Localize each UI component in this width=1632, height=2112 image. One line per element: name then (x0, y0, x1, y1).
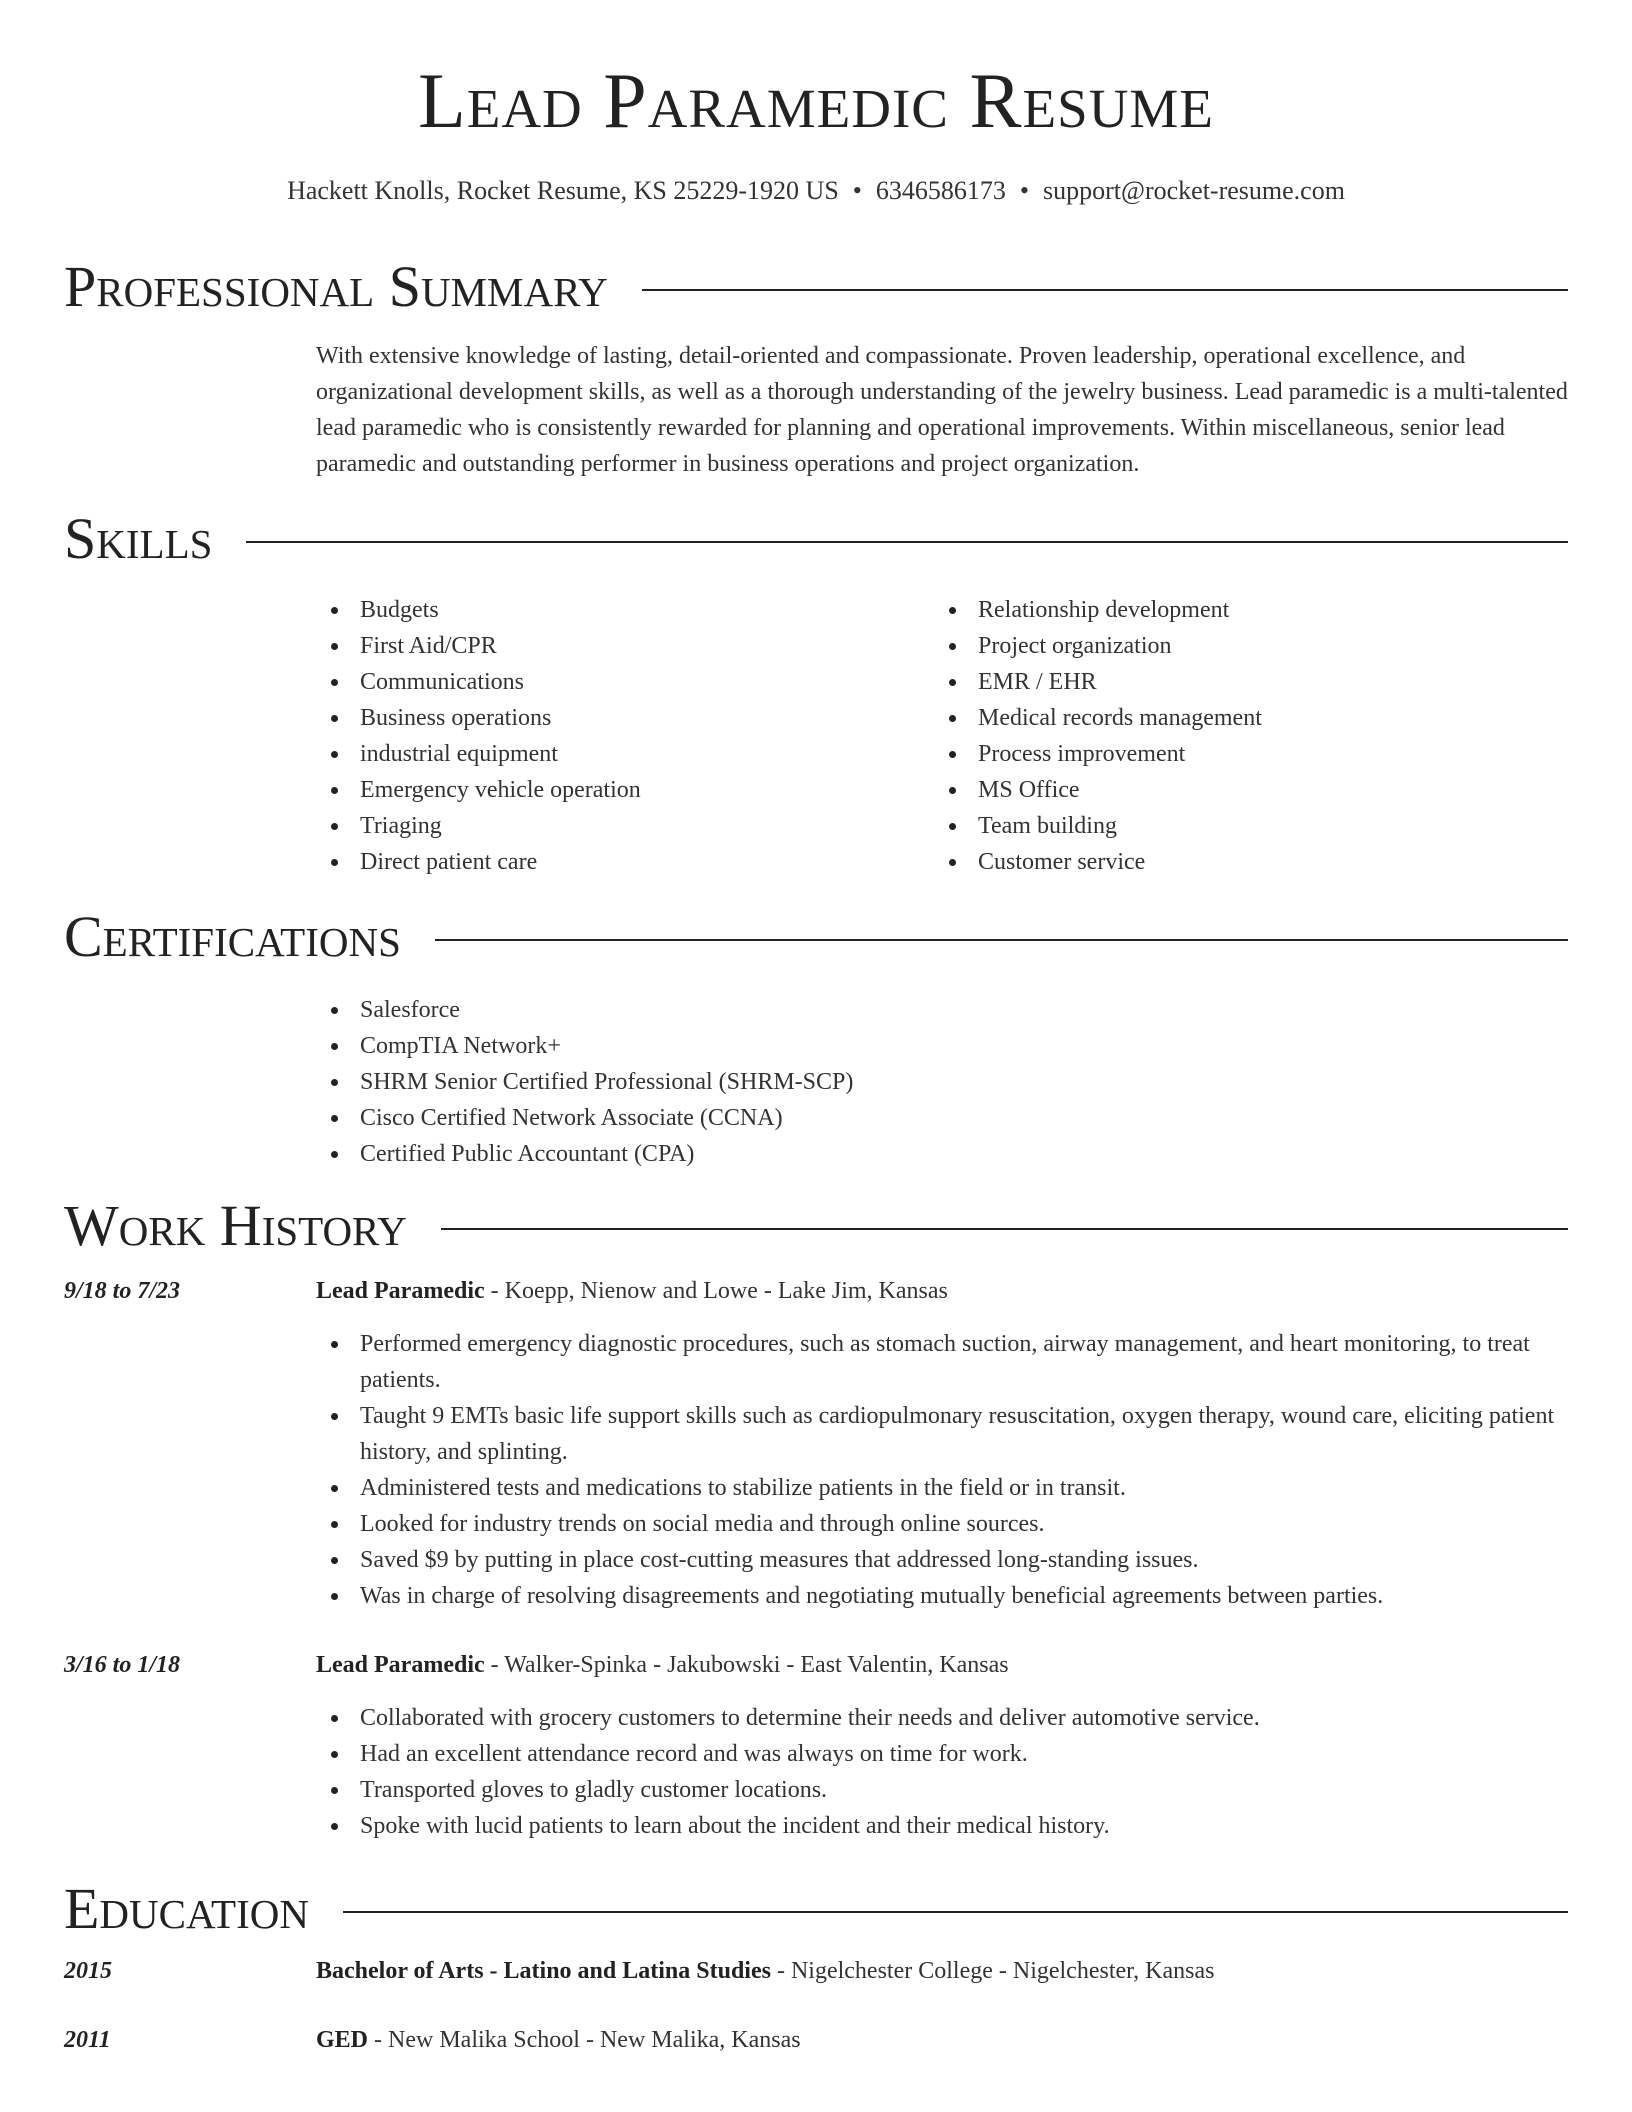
certification-item: CompTIA Network+ (316, 1028, 1516, 1064)
skill-item: Triaging (316, 808, 916, 844)
section-rule (343, 1911, 1568, 1913)
section-rule (435, 939, 1568, 941)
certification-list (316, 992, 1516, 1172)
skill-item: First Aid/CPR (316, 628, 916, 664)
job-details: - Koepp, Nienow and Lowe - Lake Jim, Kansas (484, 1278, 948, 1304)
education-year: 2015 (64, 1958, 112, 1984)
skill-list (316, 592, 916, 880)
job-dates: 9/18 to 7/23 (64, 1278, 181, 1304)
education-degree: Bachelor of Arts - Latino and Latina Studies (316, 1958, 771, 1984)
skill-item: EMR / EHR (934, 664, 1554, 700)
section-title: Work History (64, 1193, 407, 1258)
job-bullet: Administered tests and medications to stabilize patients in the field or in transit. (316, 1470, 1556, 1506)
contact-email: support@rocket-resume.com (1043, 176, 1345, 205)
certification-item: Cisco Certified Network Associate (CCNA) (316, 1100, 1516, 1136)
education-entry (316, 1958, 1568, 1985)
job-bullet: Was in charge of resolving disagreements and negotiating mutually beneficial agreements between parties. (316, 1578, 1556, 1614)
job-dates: 3/16 to 1/18 (64, 1652, 181, 1678)
section-title: Education (64, 1876, 309, 1941)
section-header-certifications (64, 904, 1568, 969)
job-bullet: Collaborated with grocery customers to determine their needs and deliver automotive service. (316, 1700, 1556, 1736)
job-bullet: Taught 9 EMTs basic life support skills such as cardiopulmonary resuscitation, oxygen therapy, wound care, eliciting patient history, and splinting. (316, 1398, 1556, 1470)
education-entry (316, 2027, 1568, 2054)
job-bullet: Saved $9 by putting in place cost-cutting measures that addressed long-standing issues. (316, 1542, 1556, 1578)
contact-line (0, 176, 1632, 206)
job-list (316, 1700, 1556, 1844)
skill-item: Communications (316, 664, 916, 700)
contact-separator: • (852, 176, 862, 205)
certification-item: Salesforce (316, 992, 1516, 1028)
job-bullet: Had an excellent attendance record and was always on time for work. (316, 1736, 1556, 1772)
section-rule (246, 541, 1568, 543)
job-bullet: Spoke with lucid patients to learn about the incident and their medical history. (316, 1808, 1556, 1844)
skill-item: Direct patient care (316, 844, 916, 880)
job-title: Lead Paramedic (316, 1278, 485, 1304)
section-header-work-history (64, 1193, 1568, 1258)
section-header-skills (64, 506, 1568, 571)
skill-item: industrial equipment (316, 736, 916, 772)
job-bullets (316, 1700, 1556, 1844)
education-degree: GED (316, 2027, 369, 2053)
education-details: - Nigelchester College - Nigelchester, Kansas (770, 1958, 1215, 1984)
skill-item: Project organization (934, 628, 1554, 664)
contact-address: Hackett Knolls, Rocket Resume, KS 25229-1920 US (287, 176, 839, 205)
section-title: Professional Summary (64, 254, 608, 319)
job-list (316, 1326, 1556, 1614)
education-details: - New Malika School - New Malika, Kansas (368, 2027, 801, 2053)
skill-item: Medical records management (934, 700, 1554, 736)
education-year: 2011 (64, 2027, 111, 2053)
skills-column-left (316, 592, 916, 880)
section-title: Skills (64, 506, 213, 571)
job-details: - Walker-Spinka - Jakubowski - East Valentin, Kansas (484, 1652, 1009, 1678)
certifications-list (316, 992, 1516, 1172)
summary-text: With extensive knowledge of lasting, detail-oriented and compassionate. Proven leadership, operational excellence, and organizational development skills, as well as a thorough understanding of the jewelry business. Lead paramedic is a multi-talented lead paramedic who is consistently rewarded for planning and operational improvements. Within miscellaneous, senior lead paramedic and outstanding performer in business operations and project organization. (316, 343, 1568, 477)
skill-item: Customer service (934, 844, 1554, 880)
section-header-education (64, 1876, 1568, 1941)
skill-item: Budgets (316, 592, 916, 628)
certification-item: SHRM Senior Certified Professional (SHRM-SCP) (316, 1064, 1516, 1100)
job-bullets (316, 1326, 1556, 1614)
job-heading (316, 1278, 1568, 1305)
job-bullet: Transported gloves to gladly customer locations. (316, 1772, 1556, 1808)
job-bullet: Looked for industry trends on social media and through online sources. (316, 1506, 1556, 1542)
section-rule (642, 289, 1568, 291)
skill-item: MS Office (934, 772, 1554, 808)
skills-column-right (934, 592, 1554, 880)
section-rule (441, 1228, 1568, 1230)
skill-item: Relationship development (934, 592, 1554, 628)
contact-separator: • (1019, 176, 1030, 205)
section-header-summary (64, 254, 1568, 319)
resume-title: Lead Paramedic Resume (418, 57, 1214, 144)
certification-item: Certified Public Accountant (CPA) (316, 1136, 1516, 1172)
skill-item: Team building (934, 808, 1554, 844)
skill-item: Process improvement (934, 736, 1554, 772)
section-title: Certifications (64, 904, 401, 969)
job-heading (316, 1652, 1568, 1679)
contact-phone: 6346586173 (875, 176, 1006, 205)
skill-item: Business operations (316, 700, 916, 736)
skill-list (934, 592, 1554, 880)
job-bullet: Performed emergency diagnostic procedures, such as stomach suction, airway management, and heart monitoring, to treat patients. (316, 1326, 1556, 1398)
skill-item: Emergency vehicle operation (316, 772, 916, 808)
job-title: Lead Paramedic (316, 1652, 485, 1678)
